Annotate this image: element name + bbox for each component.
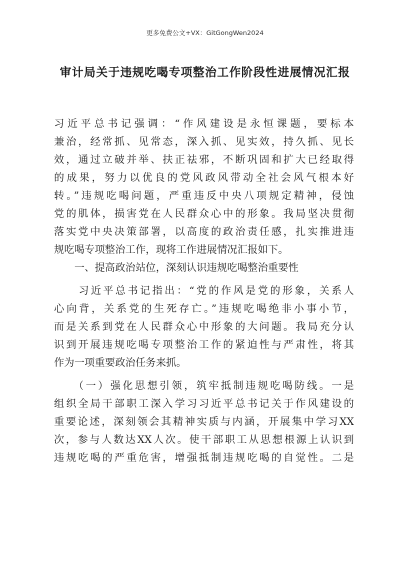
body-line: 效，通过立破并举、扶正祛邪，不断巩固和扩大已经取得 bbox=[54, 155, 354, 166]
body-line: 识到开展违规吃喝专项整治工作的紧迫性与严肃性，将其 bbox=[54, 340, 354, 351]
body-line: 兼治，经常抓、见常态，深入抓、见实效，持久抓、见长 bbox=[54, 137, 354, 148]
body-line: 心向背，关系党的生死存亡。”违规吃喝绝非小事小节， bbox=[54, 304, 354, 315]
body-line: 党的肌体，损害党在人民群众心中的形象。我局坚决贯彻 bbox=[54, 209, 354, 220]
body-line: 的成果，努力以优良的党风政风带动全社会风气根本好 bbox=[54, 173, 354, 184]
body-line: 落实党中央决策部署，以高度的政治责任感，扎实推进违 bbox=[54, 227, 354, 238]
body-line: 规吃喝专项整治工作，现将工作进展情况汇报如下。 bbox=[54, 245, 289, 256]
body-line: 次，参与人数达XX人次。使干部职工从思想根源上认识到 bbox=[54, 435, 354, 446]
document-body bbox=[54, 116, 354, 468]
body-line: 习近平总书记指出：“党的作风是党的形象，关系人 bbox=[54, 286, 354, 297]
body-line: 作为一项重要政治任务来抓。 bbox=[54, 358, 187, 369]
body-line: （一）强化思想引领，筑牢抵制违规吃喝防线。一是 bbox=[54, 381, 354, 392]
body-line: 组织全局干部职工深入学习习近平总书记关于作风建设的 bbox=[54, 399, 354, 410]
body-line: 重要论述，深刻领会其精神实质与内涵，开展集中学习XX bbox=[54, 417, 354, 428]
body-line: 违规吃喝的严重危害，增强抵制违规吃喝的自觉性。二是 bbox=[54, 453, 354, 464]
document-title: 审计局关于违规吃喝专项整治工作阶段性进展情况汇报 bbox=[59, 65, 351, 79]
body-line: 习近平总书记强调：“作风建设是永恒课题，要标本 bbox=[54, 119, 354, 130]
body-line: 转。”违规吃喝问题，严重违反中央八项规定精神，侵蚀 bbox=[54, 191, 354, 202]
header-note: 更多免费公文+VX：GitGongWen2024 bbox=[146, 29, 264, 37]
body-line: 一、提高政治站位，深刻认识违规吃喝整治重要性 bbox=[54, 263, 299, 274]
body-line: 而是关系到党在人民群众心中形象的大问题。我局充分认 bbox=[54, 322, 354, 333]
